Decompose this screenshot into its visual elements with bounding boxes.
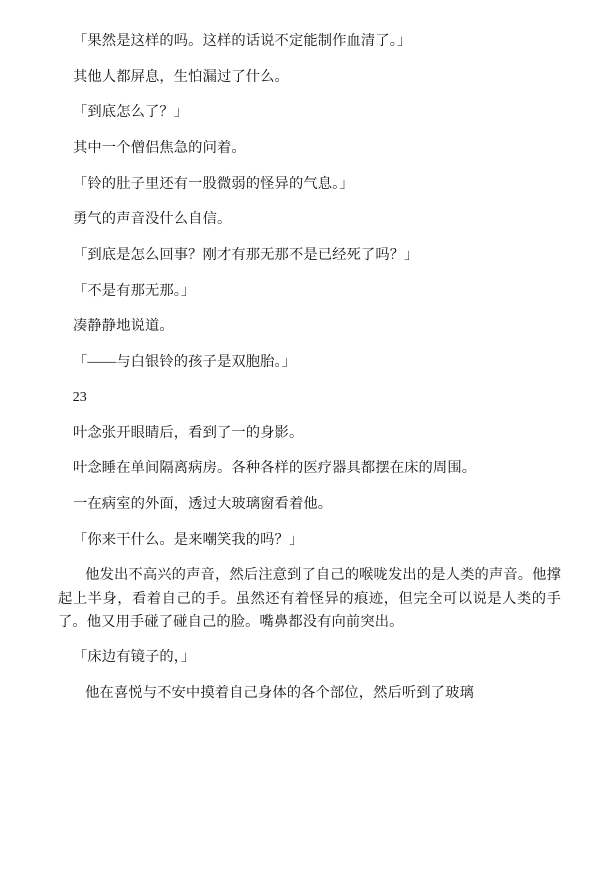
paragraph: 「――与白银铃的孩子是双胞胎。」 (73, 353, 297, 370)
paragraph: 「到底是怎么回事？刚才有那无那不是已经死了吗？」 (73, 246, 419, 263)
paragraph: 其他人都屏息，生怕漏过了什么。 (73, 68, 289, 85)
paragraph: 「到底怎么了？」 (73, 104, 189, 121)
paragraph: 勇气的声音没什么自信。 (73, 211, 232, 228)
paragraph: 其中一个僧侣焦急的问着。 (73, 139, 246, 156)
paragraph: 「床边有镜子的，」 (73, 649, 196, 666)
paragraph: 他在喜悦与不安中摸着自己身体的各个部位，然后听到了玻璃 (85, 684, 474, 701)
paragraph: 「铃的肚子里还有一股微弱的怪异的气息。」 (73, 175, 354, 192)
paragraph: 「你来干什么。是来嘲笑我的吗？」 (73, 531, 304, 548)
paragraph: 叶念张开眼睛后，看到了一的身影。 (73, 424, 304, 441)
paragraph: 「果然是这样的吗。这样的话说不定能制作血清了。」 (73, 33, 412, 49)
paragraph: 叶念睡在单间隔离病房。各种各样的医疗器具都摆在床的周围。 (73, 460, 477, 477)
chapter-number: 23 (72, 389, 87, 405)
paragraph: 凑静静地说道。 (73, 318, 174, 335)
document-body (58, 30, 561, 705)
paragraph: 他发出不高兴的声音，然后注意到了自己的喉咙发出的是人类的声音。他撑起上半身，看着自己的手。虽然还有着怪异的痕迹，但完全可以说是人类的手了。他又用手碰了碰自己的脸。嘴鼻都没有向前突出。 (58, 567, 561, 630)
paragraph: 「不是有那无那。」 (73, 282, 196, 299)
paragraph: 一在病室的外面，透过大玻璃窗看着他。 (73, 496, 333, 513)
